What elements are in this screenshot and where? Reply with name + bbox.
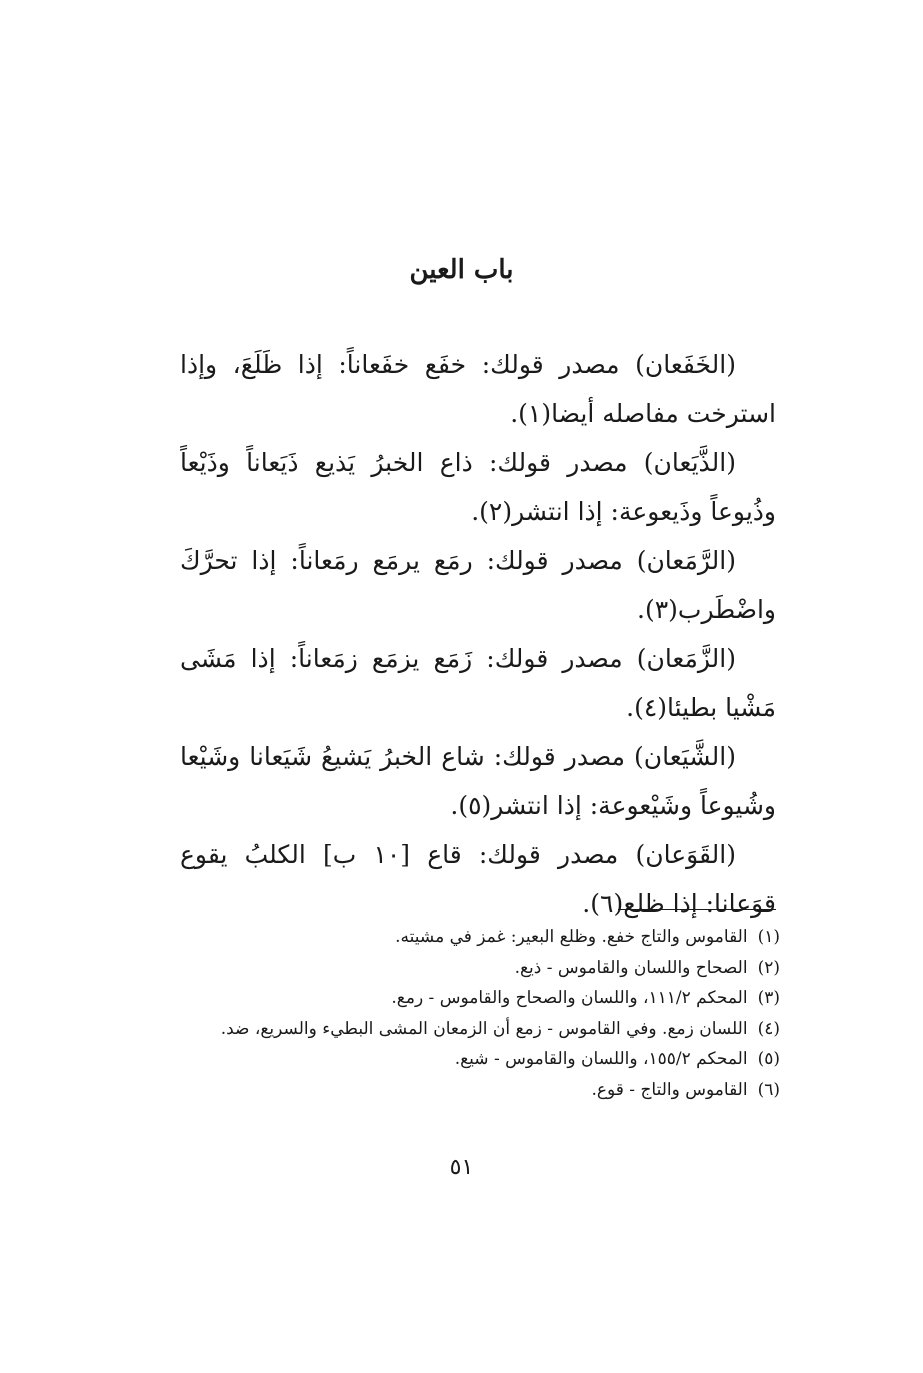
entry-ramaan: (الرَّمَعان) مصدر قولك: رمَع يرمَع رمَعاناً: إذا تحرَّكَ واضْطَرب(٣). bbox=[180, 546, 776, 624]
footnote bbox=[160, 1014, 780, 1045]
footnote-text: المحكم ١١١/٢، واللسان والصحاح والقاموس - رمع. bbox=[391, 988, 748, 1008]
footnote-text: القاموس والتاج خفع. وظلع البعير: غمز في مشيته. bbox=[395, 927, 748, 947]
footnote-number: (٦) bbox=[757, 1079, 780, 1100]
footnote bbox=[160, 953, 780, 984]
entry-dhayaan: (الذَّيَعان) مصدر قولك: ذاع الخبرُ يَذيع ذَيَعاناً وذَيْعاً وذُيوعاً وذَيعوعة: إذا انتشر(٢). bbox=[180, 448, 776, 526]
footnote bbox=[160, 922, 780, 953]
chapter-title: باب العين bbox=[409, 255, 514, 285]
footnote-text: القاموس والتاج - قوع. bbox=[591, 1079, 748, 1100]
page-number: ٥١ bbox=[449, 1155, 474, 1180]
footnote-text: اللسان زمع. وفي القاموس - زمع أن الزمعان المشى البطيء والسريع، ضد. bbox=[220, 1018, 748, 1039]
entries bbox=[180, 340, 776, 928]
footnote-number: (٤) bbox=[757, 1018, 780, 1039]
footnote-number: (١) bbox=[757, 927, 780, 947]
entry-qawaan: (القَوَعان) مصدر قولك: قاع [١٠ ب] الكلبُ يقوع قوَعانا: إذا ظلع(٦). bbox=[180, 840, 776, 918]
footnotes bbox=[160, 922, 780, 1105]
entry-khafaan: (الخَفَعان) مصدر قولك: خفَع خفَعاناً: إذا ظَلَعَ، وإذا استرخت مفاصله أيضا(١). bbox=[180, 350, 776, 428]
footnote-number: (٥) bbox=[757, 1049, 780, 1069]
footnote-number: (٢) bbox=[757, 957, 780, 978]
footnote bbox=[160, 1044, 780, 1075]
footnote bbox=[160, 1075, 780, 1106]
footnote-separator bbox=[618, 909, 776, 910]
entry-shayaan: (الشَّيَعان) مصدر قولك: شاع الخبرُ يَشيعُ شَيَعانا وشَيْعا وشُيوعاً وشَيْعوعة: إذا انتشر(٥). bbox=[180, 742, 776, 820]
footnote bbox=[160, 983, 780, 1014]
footnote-number: (٣) bbox=[757, 988, 780, 1008]
footnote-text: الصحاح واللسان والقاموس - ذيع. bbox=[514, 957, 748, 978]
entry-zamaan: (الزَّمَعان) مصدر قولك: زَمَع يزمَع زمَعاناً: إذا مَشَى مَشْيا بطيئا(٤). bbox=[180, 644, 776, 722]
footnote-text: المحكم ١٥٥/٢، واللسان والقاموس - شيع. bbox=[454, 1049, 748, 1069]
